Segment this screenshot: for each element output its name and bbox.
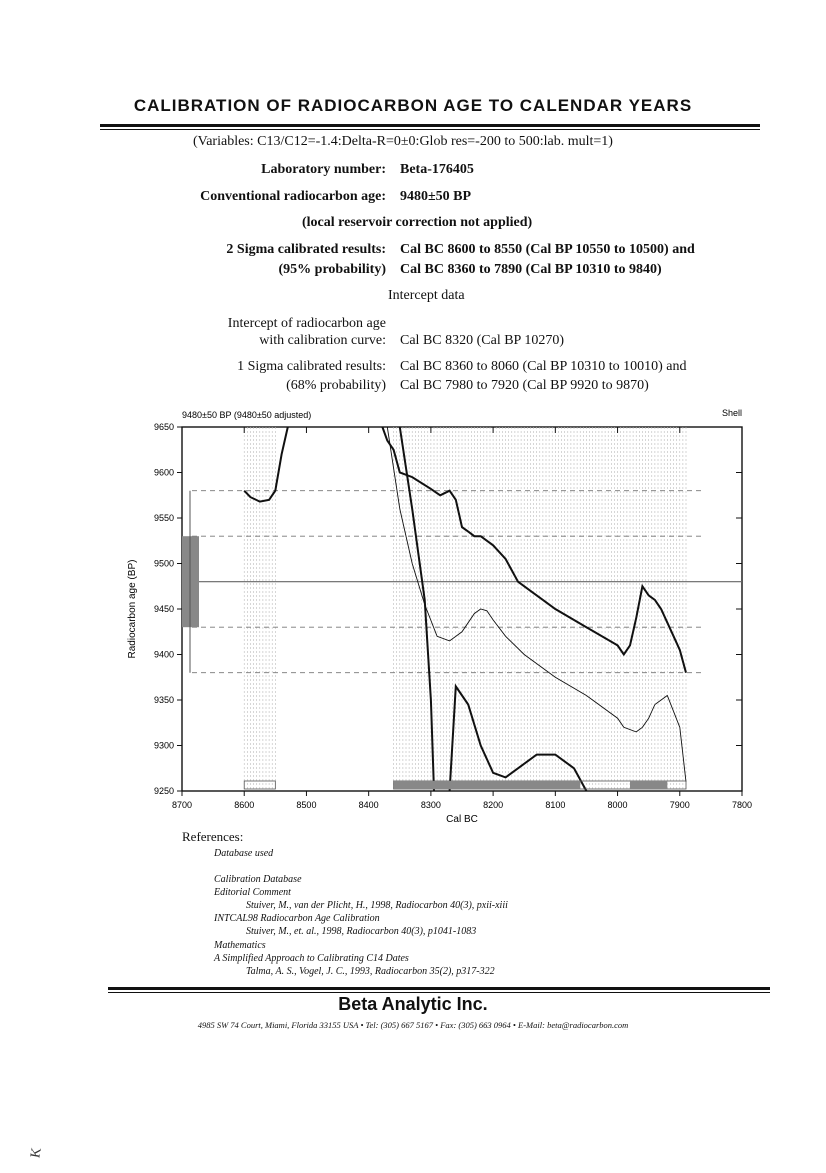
two-sigma-value-1: Cal BC 8600 to 8550 (Cal BP 10550 to 10500) and — [400, 242, 695, 257]
x-axis-label: Cal BC — [446, 814, 478, 825]
chart-title: 9480±50 BP (9480±50 adjusted) — [182, 410, 312, 420]
y-tick-label: 9650 — [153, 422, 174, 432]
intercept-label-2: with calibration curve: — [259, 333, 386, 348]
x-tick-label: 8400 — [358, 800, 379, 810]
ref-mathematics: Mathematics — [214, 940, 266, 951]
y-tick-label: 9500 — [153, 558, 174, 569]
x-tick-label: 7800 — [731, 800, 753, 810]
intercept-heading: Intercept data — [388, 288, 465, 303]
y-tick-label: 9350 — [153, 695, 174, 705]
one-sigma-label-2: (68% probability) — [286, 378, 386, 393]
one-sigma-range-bar — [394, 781, 581, 789]
conv-age-label: Conventional radiocarbon age: — [200, 189, 386, 204]
ref-intcal: INTCAL98 Radiocarbon Age Calibration — [214, 913, 380, 924]
ref-database-used: Database used — [214, 848, 274, 859]
x-tick-label: 8500 — [296, 800, 317, 810]
footer-address: 4985 SW 74 Court, Miami, Florida 33155 USA • Tel: (305) 667 5167 • Fax: (305) 663 0964 • E-Mail: beta@radiocarbon.com — [197, 1020, 629, 1030]
x-tick-label: 7900 — [669, 800, 690, 810]
y-tick-label: 9600 — [153, 467, 174, 478]
intercept-value: Cal BC 8320 (Cal BP 10270) — [400, 333, 564, 348]
x-tick-label: 8300 — [420, 800, 441, 810]
ref-approach-citation: Talma, A. S., Vogel, J. C., 1993, Radiocarbon 35(2), p317-322 — [246, 966, 495, 977]
page-title: CALIBRATION OF RADIOCARBON AGE TO CALENDAR YEARS — [133, 96, 693, 115]
conv-age-value: 9480±50 BP — [400, 189, 472, 204]
lab-number-label: Laboratory number: — [261, 162, 386, 177]
two-sigma-value-2: Cal BC 8360 to 7890 (Cal BP 10310 to 9840) — [400, 262, 662, 277]
variables-line: (Variables: C13/C12=-1.4:Delta-R=0±0:Glob res=-200 to 500:lab. mult=1) — [193, 134, 613, 149]
footer-company: Beta Analytic Inc. — [338, 994, 488, 1014]
y-tick-label: 9450 — [153, 604, 174, 614]
one-sigma-value-1: Cal BC 8360 to 8060 (Cal BP 10310 to 10010) and — [400, 359, 687, 374]
y-axis-label: Radiocarbon age (BP) — [127, 559, 138, 659]
y-tick-label: 9400 — [153, 649, 174, 660]
x-tick-label: 8700 — [171, 800, 193, 810]
ref-intcal-citation: Stuiver, M., et. al., 1998, Radiocarbon 40(3), p1041-1083 — [246, 926, 477, 937]
lower-envelope-line — [400, 427, 434, 791]
x-tick-label: 8100 — [545, 800, 566, 810]
lab-number-value: Beta-176405 — [400, 162, 474, 177]
one-sigma-value-2: Cal BC 7980 to 7920 (Cal BP 9920 to 9870) — [400, 378, 649, 393]
two-sigma-label-2: (95% probability) — [278, 262, 386, 277]
ref-calibration-database: Calibration Database — [214, 874, 302, 885]
y-tick-label: 9550 — [153, 513, 174, 523]
two-sigma-label-1: 2 Sigma calibrated results: — [226, 242, 386, 257]
intercept-label-1: Intercept of radiocarbon age — [227, 316, 386, 331]
ref-editorial-citation: Stuiver, M., van der Plicht, H., 1998, Radiocarbon 40(3), pxii-xiii — [246, 900, 508, 911]
one-sigma-label-1: 1 Sigma calibrated results: — [237, 359, 386, 374]
x-tick-label: 8600 — [234, 800, 255, 810]
ref-simplified-approach: A Simplified Approach to Calibrating C14 Dates — [214, 953, 409, 964]
reservoir-note: (local reservoir correction not applied) — [302, 215, 533, 230]
references-heading: References: — [182, 829, 244, 844]
footer-rule-thick — [108, 987, 770, 990]
y-tick-label: 9250 — [153, 786, 174, 796]
chart-corner-label: Shell — [721, 408, 742, 418]
margin-handwritten-mark: K — [28, 1146, 45, 1160]
y-tick-label: 9300 — [153, 740, 174, 751]
x-tick-label: 8200 — [483, 800, 504, 810]
x-tick-label: 8000 — [607, 800, 628, 810]
ref-editorial-comment: Editorial Comment — [214, 887, 291, 898]
footer-rule-thin — [108, 992, 770, 993]
one-sigma-range-bar — [630, 781, 667, 789]
